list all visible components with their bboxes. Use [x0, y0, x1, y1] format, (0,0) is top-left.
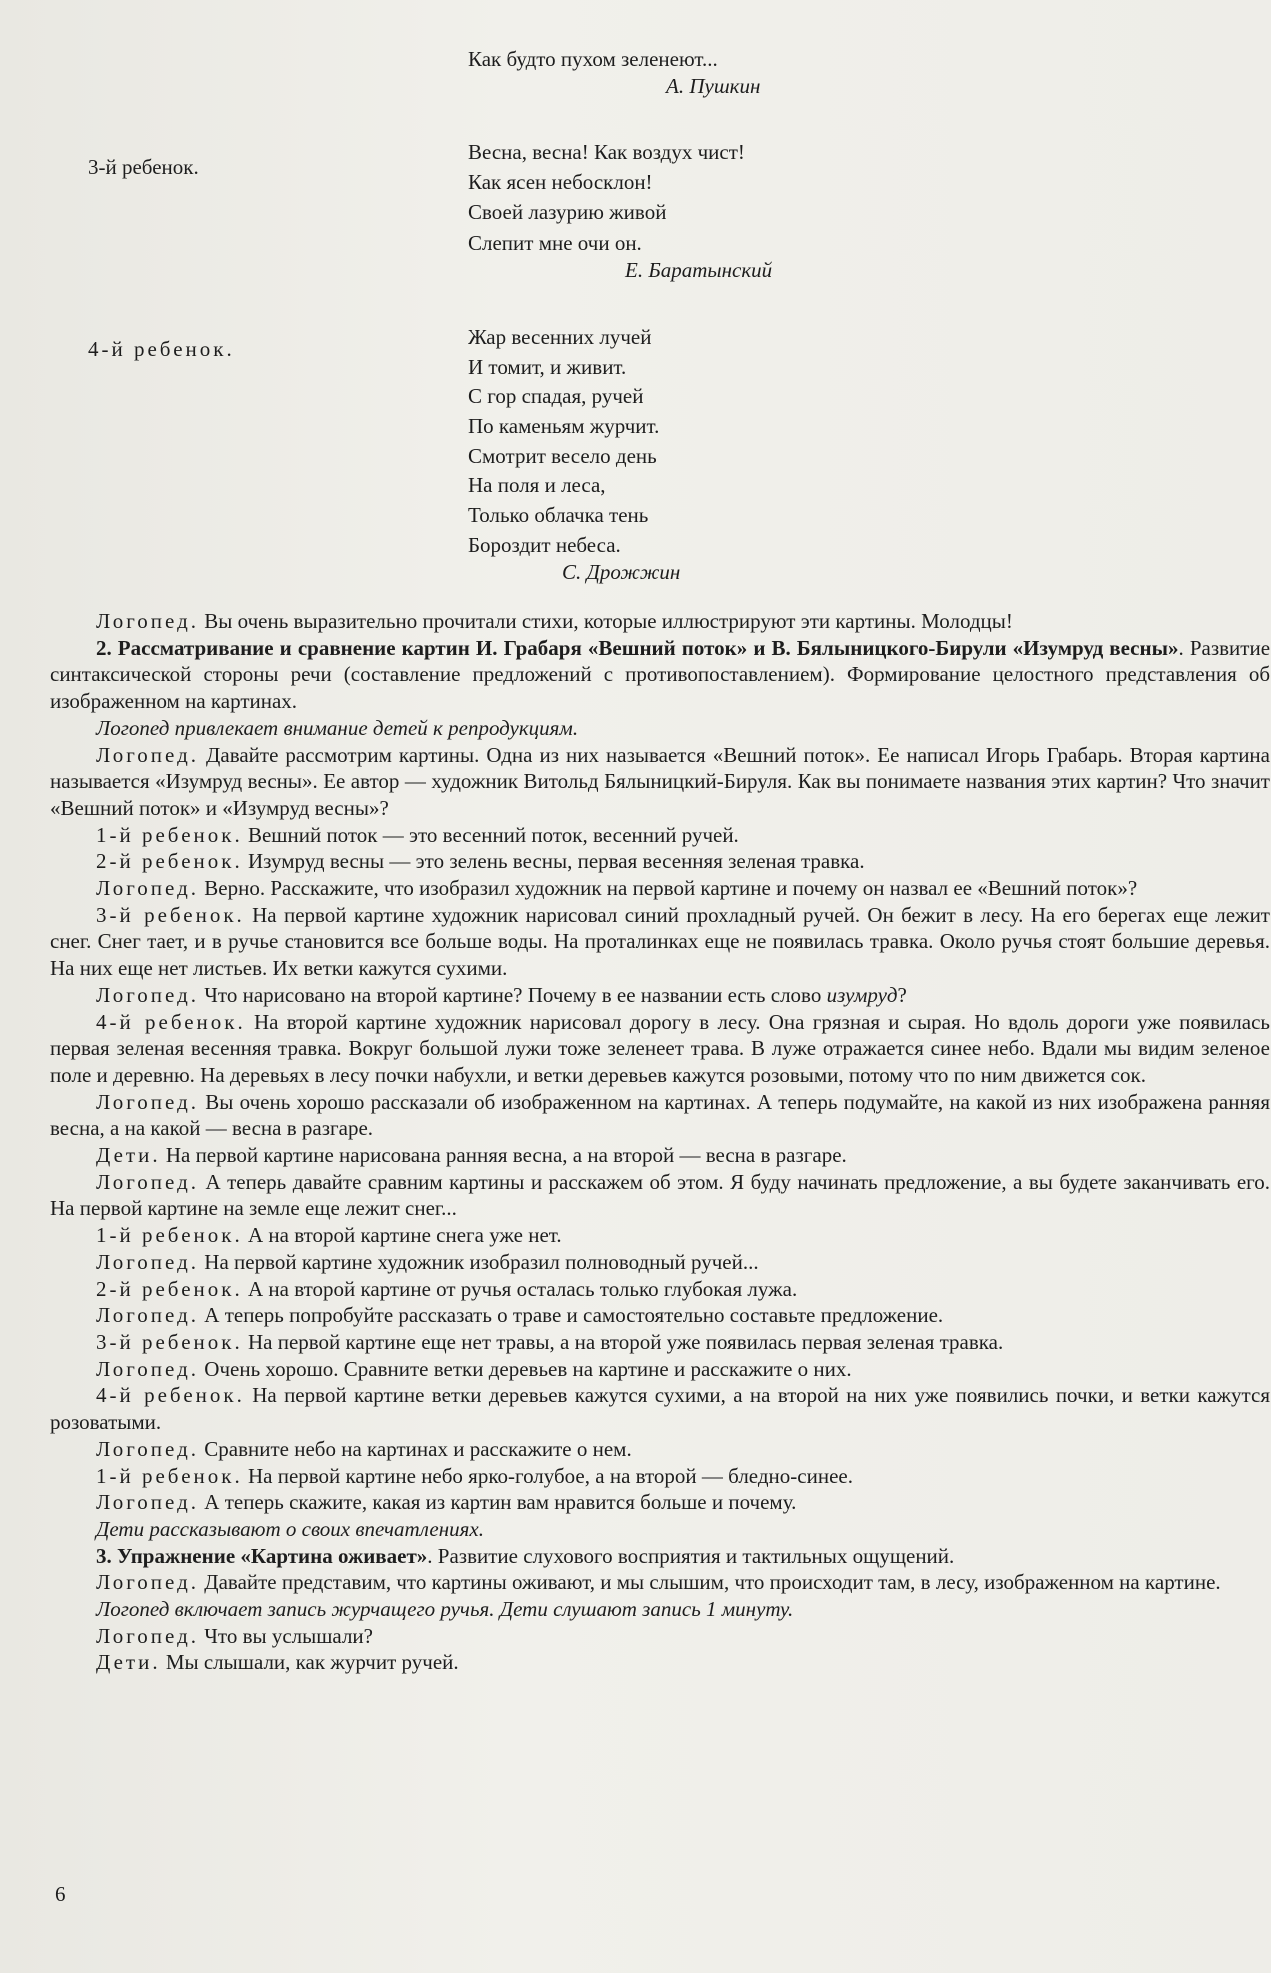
poem-line: Слепит мне очи он. [468, 231, 642, 255]
paragraph: Логопед. Сравните небо на картинах и расскажите о нем. [96, 1436, 632, 1461]
paragraph: 2-й ребенок. А на второй картине от ручья осталась только глубокая лужа. [96, 1276, 798, 1301]
poem-author: Е. Баратынский [625, 258, 773, 282]
paragraph: 1-й ребенок. Вешний поток — это весенний поток, весенний ручей. [96, 822, 739, 847]
stage-direction: Логопед включает запись журчащего ручья. Дети слушают запись 1 минуту. [96, 1597, 794, 1622]
paragraph: 4-й ребенок. На первой картине ветки деревьев кажутся сухими, а на второй на них уже появились почки, и ветки кажутся розоватыми. [50, 1383, 1270, 1435]
poem-line: Весна, весна! Как воздух чист! [468, 140, 745, 164]
paragraph: Логопед. Верно. Расскажите, что изобразил художник на первой картине и почему он назвал ее «Вешний поток»? [96, 876, 1138, 901]
poem-author: А. Пушкин [666, 74, 761, 98]
paragraph: Логопед. Очень хорошо. Сравните ветки деревьев на картине и расскажите о них. [96, 1356, 852, 1381]
paragraph: Логопед. Давайте представим, что картины оживают, и мы слышим, что происходит там, в лесу, изображенном на картине. [96, 1570, 1221, 1595]
paragraph: Логопед. Давайте рассмотрим картины. Одна из них называется «Вешний поток». Ее написал Игорь Грабарь. Вторая картина называется «Изумруд весны». Ее автор — художник Витольд Бялыницкий-Бируля. Как вы понимаете названия этих картин? Что значит «Вешний поток» и «Изумруд весны»? [50, 742, 1270, 820]
paragraph: Логопед. Что нарисовано на второй картине? Почему в ее названии есть слово изумруд? [96, 982, 907, 1007]
speaker-label: 4-й ребенок. [88, 337, 235, 361]
paragraph: 3-й ребенок. На первой картине еще нет травы, а на второй уже появилась первая зеленая травка. [96, 1329, 1004, 1354]
poem-line: Бороздит небеса. [468, 533, 621, 557]
poem-line: Своей лазурию живой [468, 200, 667, 224]
poem-line: И томит, и живит. [468, 355, 627, 379]
section-heading: 2. Рассматривание и сравнение картин И. Грабаря «Вешний поток» и В. Бялыницкого-Бирули «Изумруд весны». Развитие синтаксической стороны речи (составление предложений с противопоставлением). Формирование целостного представления об изображенном на картинах. [50, 635, 1271, 714]
paragraph: Логопед. А теперь давайте сравним картины и расскажем об этом. Я буду начинать предложение, а вы будете заканчивать его. На первой картине на земле еще лежит снег... [50, 1169, 1270, 1221]
paragraph: 1-й ребенок. На первой картине небо ярко-голубое, а на второй — бледно-синее. [96, 1463, 853, 1488]
poem-line: Как ясен небосклон! [468, 170, 653, 194]
paragraph: 2-й ребенок. Изумруд весны — это зелень весны, первая весенняя зеленая травка. [96, 849, 865, 874]
paragraph: 4-й ребенок. На второй картине художник нарисовал дорогу в лесу. Она грязная и сырая. Но вдоль дороги уже появилась первая зеленая весенняя травка. Вокруг большой лужи тоже зеленеет трава. В луже отражается синее небо. Вдали мы видим зеленое поле и деревню. На деревьях в лесу почки набухли, и ветки деревьев кажутся розовыми, потому что по ним движется сок. [50, 1009, 1270, 1087]
paragraph: Логопед. А теперь попробуйте рассказать о траве и самостоятельно составьте предложение. [96, 1303, 944, 1328]
poem-line: По каменьям журчит. [468, 414, 660, 438]
poem-line: Жар весенних лучей [468, 325, 652, 349]
poem-author: С. Дрожжин [562, 560, 681, 584]
paragraph: Логопед. На первой картине художник изобразил полноводный ручей... [96, 1249, 759, 1274]
poem-line: Как будто пухом зеленеют... [468, 47, 718, 71]
paragraph: Логопед. Вы очень выразительно прочитали стихи, которые иллюстрируют эти картины. Молодцы! [96, 609, 1013, 633]
poem-line: Смотрит весело день [468, 444, 657, 468]
paragraph: Логопед. А теперь скажите, какая из картин вам нравится больше и почему. [96, 1490, 797, 1515]
paragraph: Логопед. Вы очень хорошо рассказали об изображенном на картинах. А теперь подумайте, на какой из них изображена ранняя весна, а на какой — весна в разгаре. [50, 1089, 1270, 1141]
paragraph: Дети. На первой картине нарисована ранняя весна, а на второй — весна в разгаре. [96, 1143, 847, 1168]
poem-line: Только облачка тень [468, 503, 649, 527]
page-number: 6 [55, 1882, 66, 1906]
lesson-text [50, 608, 1270, 1676]
stage-direction: Дети рассказывают о своих впечатлениях. [96, 1516, 484, 1541]
paragraph: Дети. Мы слышали, как журчит ручей. [96, 1650, 459, 1675]
stage-direction: Логопед привлекает внимание детей к репродукциям. [96, 715, 579, 740]
paragraph: Логопед. Что вы услышали? [96, 1623, 373, 1648]
speaker-label: 3-й ребенок. [88, 155, 199, 179]
poem-line: На поля и леса, [468, 473, 606, 497]
poem-line: С гор спадая, ручей [468, 384, 644, 408]
paragraph: 1-й ребенок. А на второй картине снега уже нет. [96, 1223, 562, 1248]
section-heading: 3. Упражнение «Картина оживает». Развитие слухового восприятия и тактильных ощущений. [96, 1543, 955, 1568]
paragraph: 3-й ребенок. На первой картине художник нарисовал синий прохладный ручей. Он бежит в лесу. На его берегах еще лежит снег. Снег тает, и в ручье становится все больше воды. На проталинках еще не появилась травка. Около ручья стоят большие деревья. На них еще нет листьев. Их ветки кажутся сухими. [50, 902, 1270, 981]
